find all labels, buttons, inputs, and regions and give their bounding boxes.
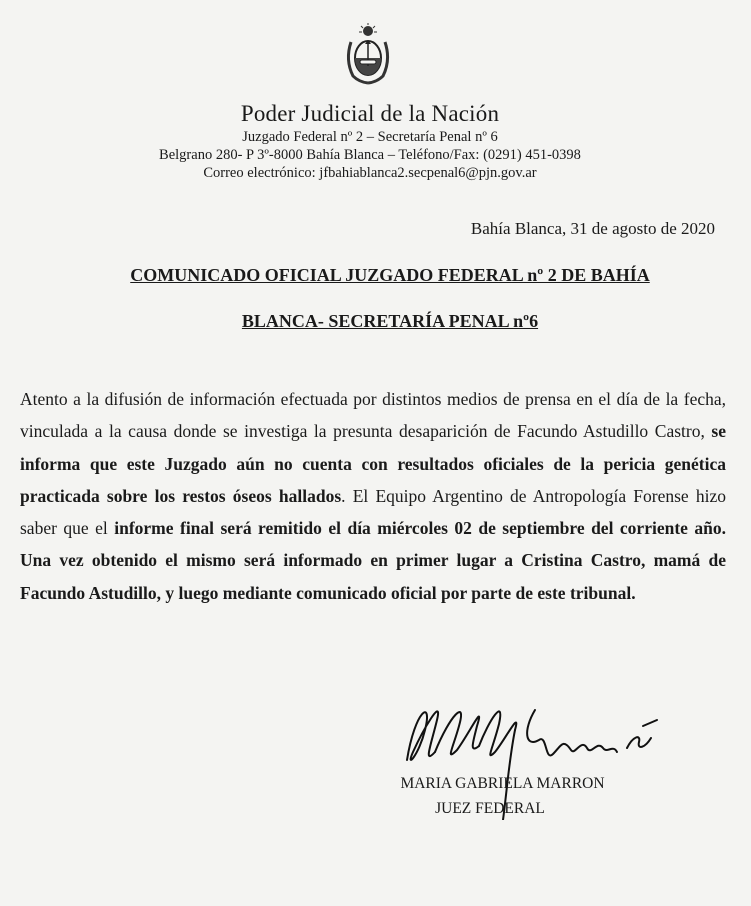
signer-role: JUEZ FEDERAL	[435, 800, 545, 817]
body-text-emphasis-2: informe final será remitido el día miércoles 02 de septiembre del corriente año. Una vez obtenido el mismo será informado en primer lugar a Cristina Castro, mamá de Facundo Astudillo, y luego mediante comunicado oficial por parte de este tribunal.	[20, 518, 726, 603]
body-text-intro: Atento a la difusión de información efectuada por distintos medios de prensa en el día de la fecha, vinculada a la causa donde se investiga la presunta desaparición de Facundo Astudillo Castro,	[20, 389, 726, 442]
body-text-middle: . El Equipo Argentino de Antropología Forense hizo saber que el	[20, 485, 727, 539]
statement-body	[20, 383, 726, 609]
court-name: Juzgado Federal nº 2 – Secretaría Penal nº 6	[242, 129, 498, 145]
signer-name: MARIA GABRIELA MARRON	[400, 775, 605, 792]
document-date: Bahía Blanca, 31 de agosto de 2020	[470, 219, 715, 238]
document-title-line-1: COMUNICADO OFICIAL JUZGADO FEDERAL nº 2 DE BAHÍA	[130, 265, 650, 285]
letterhead	[100, 100, 640, 182]
document-title-line-2: BLANCA- SECRETARÍA PENAL nº6	[241, 311, 539, 331]
organization-name: Poder Judicial de la Nación	[240, 101, 500, 126]
body-text-emphasis-1: se informa que este Juzgado aún no cuenta con resultados oficiales de la pericia genética practicada sobre los restos óseos hallados	[20, 421, 726, 506]
court-email: Correo electrónico: jfbahiablanca2.secpenal6@pjn.gov.ar	[203, 165, 537, 181]
national-coat-of-arms-icon	[343, 22, 393, 86]
court-address: Belgrano 280- P 3º-8000 Bahía Blanca – Teléfono/Fax: (0291) 451-0398	[159, 147, 581, 163]
